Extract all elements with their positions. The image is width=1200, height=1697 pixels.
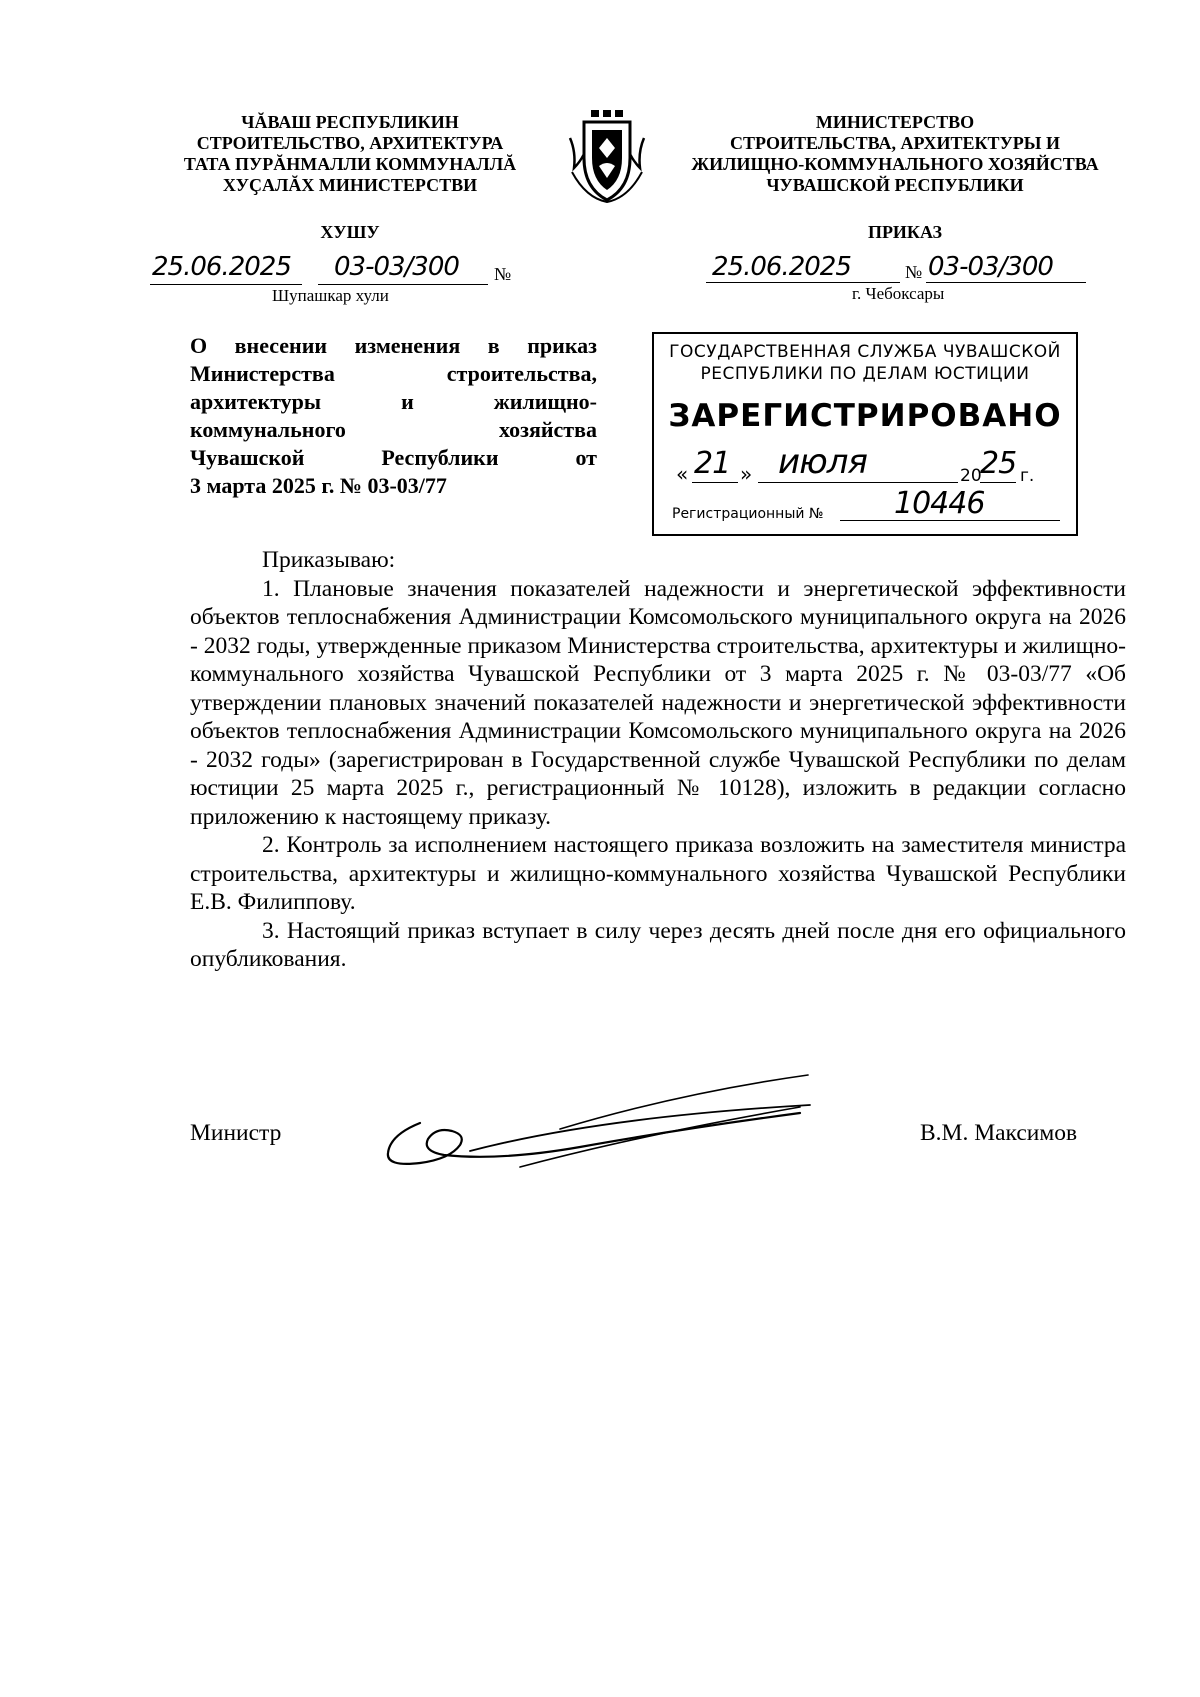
stamp-reg-number-hand: 10446	[894, 486, 985, 521]
stamp-year-hand: 25	[980, 446, 1017, 481]
number-hand-left: 03-03/300	[334, 252, 459, 282]
header-left-line: ЧĂВАШ РЕСПУБЛИКИН	[241, 112, 459, 132]
date-hand-left: 25.06.2025	[152, 252, 291, 282]
stamp-day-line	[692, 482, 738, 483]
title-line: О внесении изменения в приказ	[190, 333, 597, 358]
title-line: архитектуры и жилищно-	[190, 389, 597, 414]
header-right-line: МИНИСТЕРСТВО	[815, 112, 975, 132]
registration-stamp	[652, 332, 1078, 536]
title-line: 3 марта 2025 г. № 03-03/77	[190, 473, 447, 498]
body-intro: Приказываю:	[262, 547, 396, 573]
stamp-line-2: РЕСПУБЛИКИ ПО ДЕЛАМ ЮСТИЦИИ	[700, 364, 1030, 384]
number-sign-left: №	[494, 264, 512, 284]
date-hand-right: 25.06.2025	[712, 252, 851, 282]
stamp-quote-open: «	[676, 462, 689, 486]
header-right-line: СТРОИТЕЛЬСТВА, АРХИТЕКТУРЫ И	[730, 133, 1060, 153]
doc-kind-right: ПРИКАЗ	[867, 222, 943, 242]
date-line-left	[150, 284, 302, 285]
document-title	[190, 332, 597, 500]
header-left-line: ТАТА ПУРĂНМАЛЛИ КОММУНАЛЛĂ	[183, 154, 517, 174]
doc-kind-left: ХУШУ	[320, 222, 380, 242]
stamp-reg-label: Регистрационный №	[672, 506, 824, 522]
header-right-line: ЖИЛИЩНО-КОММУНАЛЬНОГО ХОЗЯЙСТВА	[691, 154, 1099, 174]
body-paragraph: 2. Контроль за исполнением настоящего приказа возложить на заместителя министра строительства, архитектуры и жилищно-коммунального хозяйства Чувашской Республики Е.В. Филиппову.	[190, 832, 1126, 915]
number-sign-right: №	[905, 262, 923, 282]
header-right-line: ЧУВАШСКОЙ РЕСПУБЛИКИ	[766, 175, 1024, 195]
stamp-year-suffix: г.	[1020, 466, 1035, 486]
signature-position: Министр	[190, 1120, 282, 1146]
stamp-month-line	[758, 482, 958, 483]
number-line-left	[318, 284, 488, 285]
body-paragraph: 3. Настоящий приказ вступает в силу через десять дней после дня его официального опубликования.	[190, 917, 1126, 972]
stamp-year-line	[980, 482, 1016, 483]
stamp-day-hand: 21	[694, 446, 731, 481]
date-line-right	[706, 282, 900, 283]
stamp-year-prefix: 20	[960, 466, 982, 486]
number-hand-right: 03-03/300	[928, 252, 1053, 282]
stamp-reg-line	[840, 520, 1060, 521]
header-left-line: ХУҪАЛĂХ МИНИСТЕРСТВИ	[222, 175, 478, 195]
stamp-status: ЗАРЕГИСТРИРОВАНО	[668, 398, 1062, 434]
coat-of-arms-emblem	[566, 108, 648, 204]
header-right	[655, 112, 1135, 196]
title-line: Министерства строительства,	[190, 361, 597, 386]
stamp-line-1: ГОСУДАРСТВЕННАЯ СЛУЖБА ЧУВАШСКОЙ	[669, 342, 1061, 362]
title-line: Чувашской Республики от	[190, 445, 597, 470]
number-line-right	[926, 282, 1086, 283]
city-right: г. Чебоксары	[852, 284, 945, 303]
stamp-quote-close: »	[740, 462, 753, 486]
signature-name: В.М. Максимов	[920, 1120, 1078, 1146]
header-left	[150, 112, 550, 196]
header-left-line: СТРОИТЕЛЬСТВО, АРХИТЕКТУРА	[196, 133, 504, 153]
body-paragraph: 1. Плановые значения показателей надежности и энергетической эффективности объектов теплоснабжения Администрации Комсомольского муниципального округа на 2026 - 2032 годы, утвержденные приказом Министерства строительства, архитектуры и жилищно-коммунального хозяйства Чувашской Республики от 3 марта 2025 г. № 03-03/77 «Об утверждении плановых значений показателей надежности и энергетической эффективности объектов теплоснабжения Администрации Комсомольского муниципального округа на 2026 - 2032 годы» (зарегистрирован в Государственной службе Чувашской Республики по делам юстиции 25 марта 2025 г., регистрационный № 10128), изложить в редакции согласно приложению к настоящему приказу.	[190, 575, 1126, 830]
stamp-month-hand: июля	[778, 442, 867, 482]
handwritten-signature	[380, 1065, 820, 1185]
document-body	[190, 546, 1126, 974]
city-left: Шупашкар хули	[272, 286, 389, 305]
title-line: коммунального хозяйства	[190, 417, 597, 442]
